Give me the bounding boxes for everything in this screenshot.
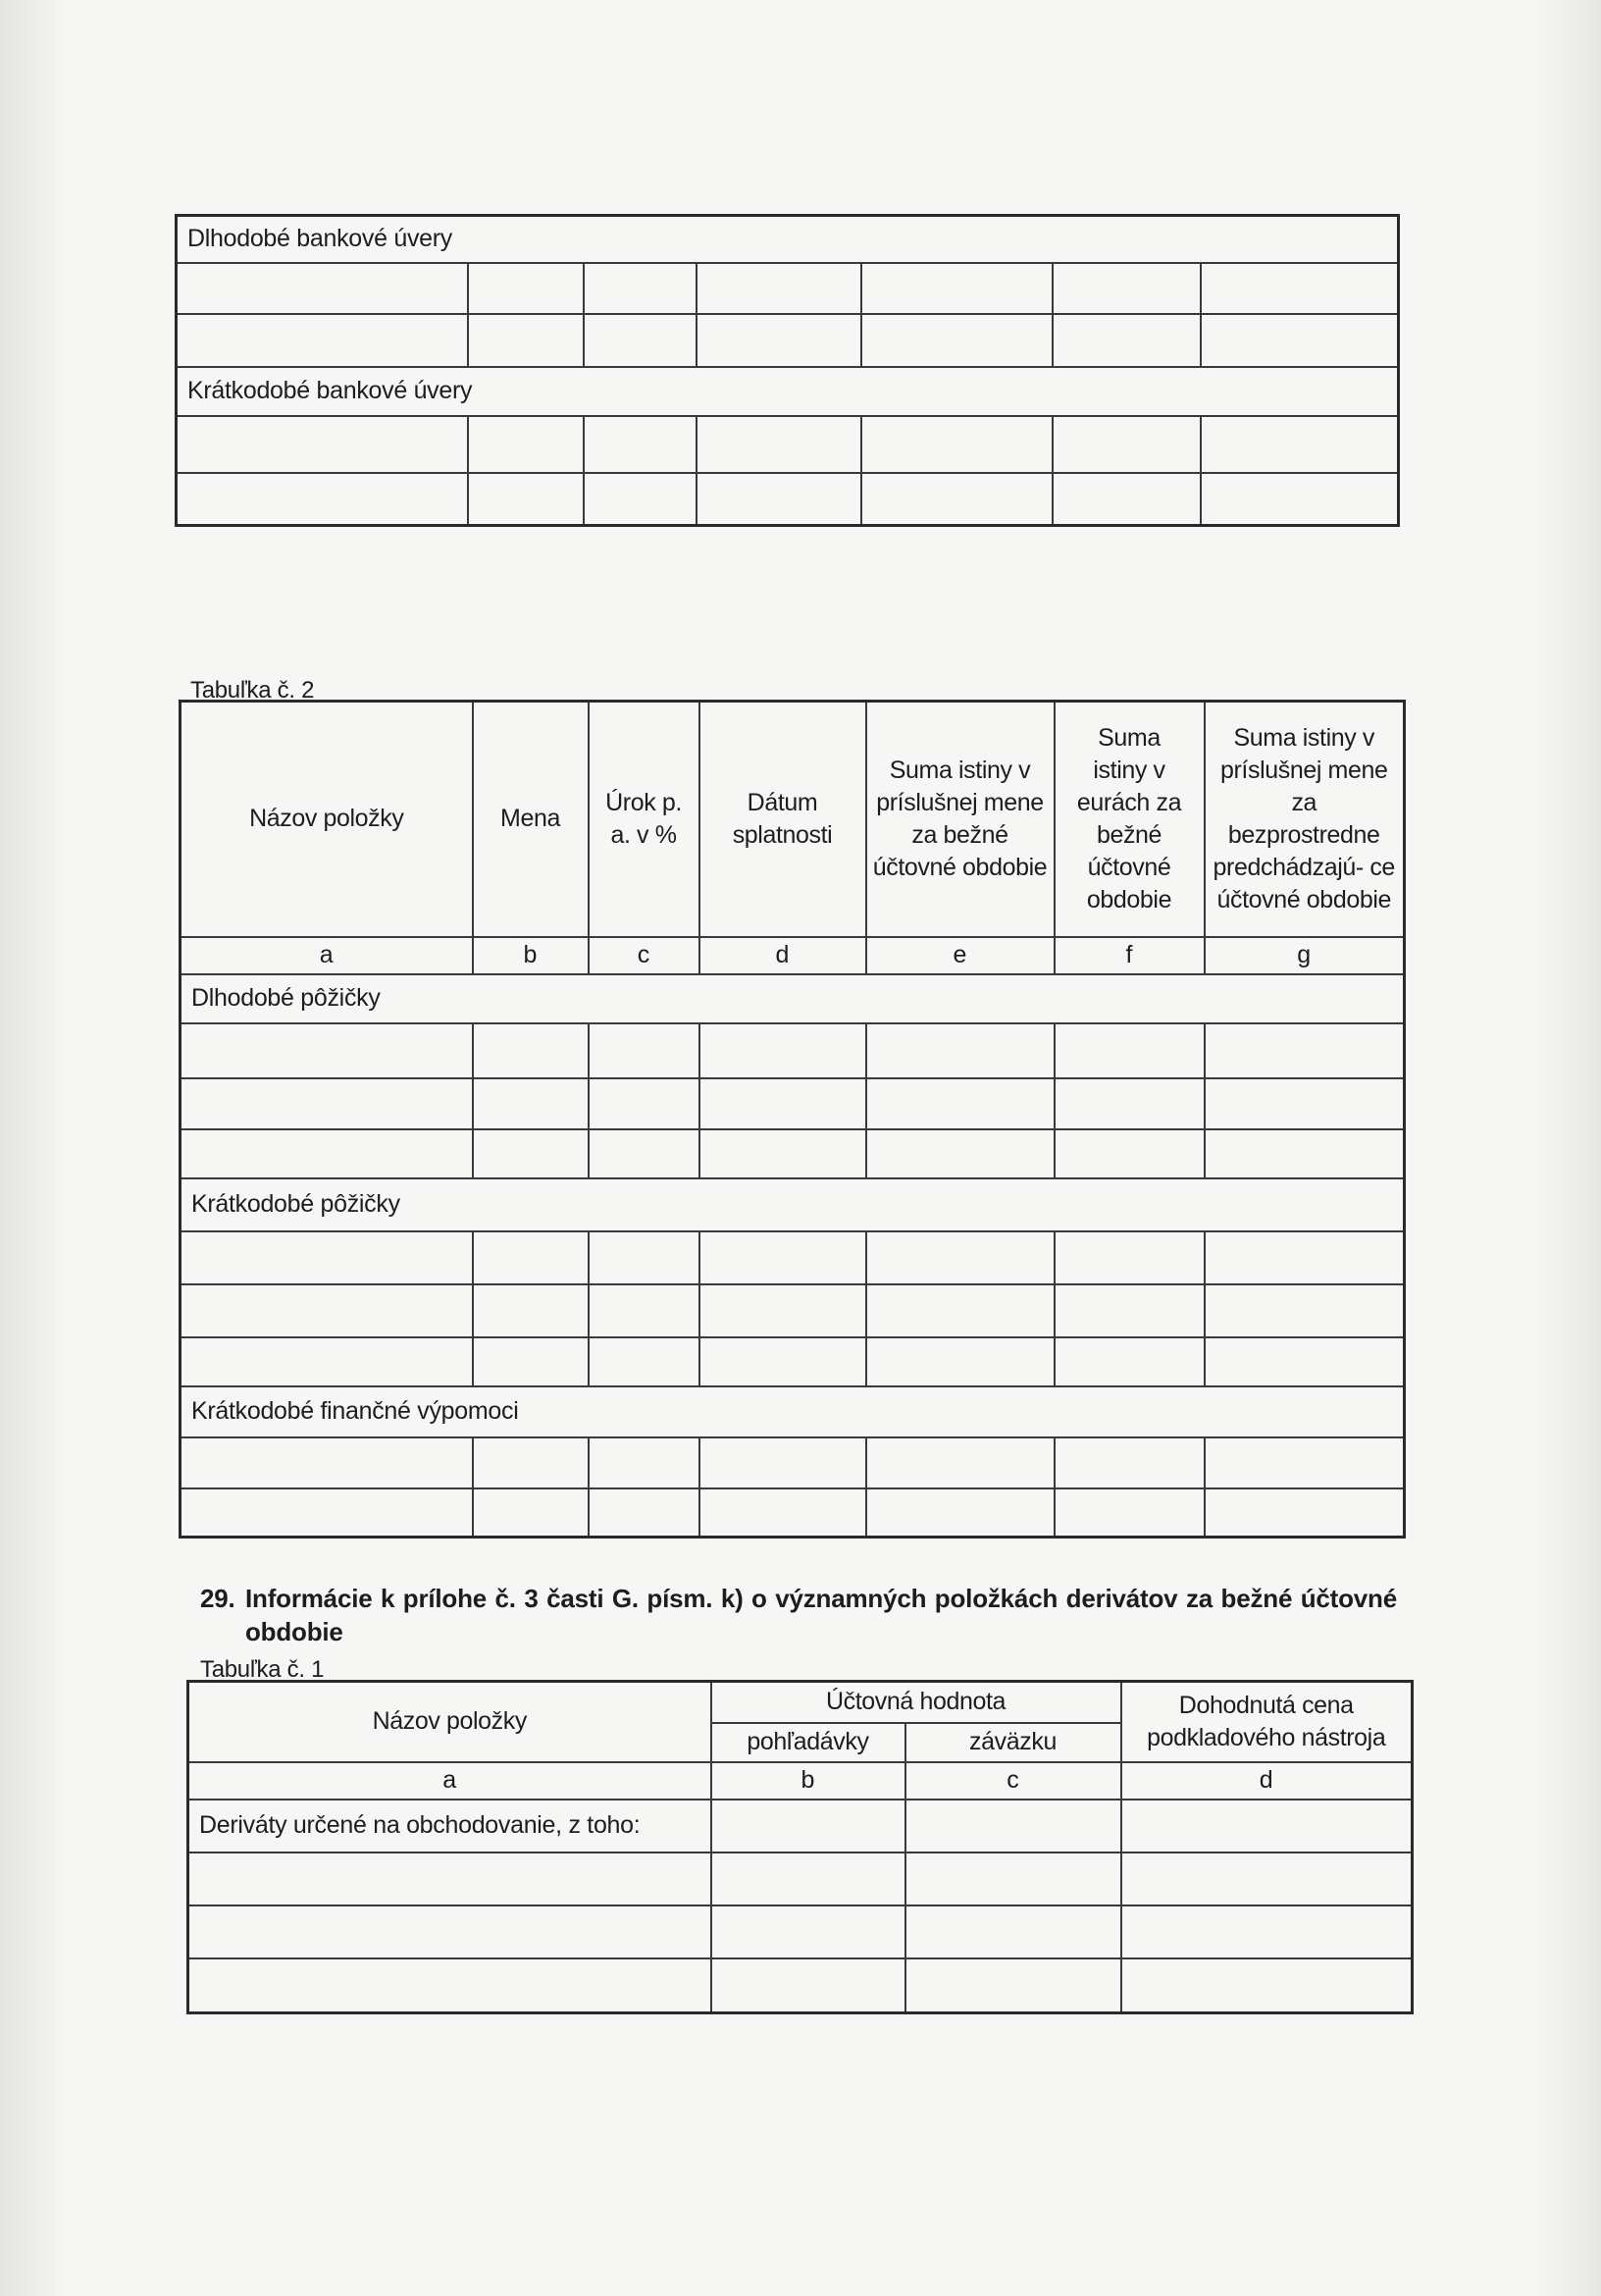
table-row	[181, 1129, 1405, 1178]
header-receivables: pohľadávky	[711, 1723, 905, 1762]
table-row	[188, 1852, 1413, 1905]
header-item-name: Názov položky	[188, 1682, 711, 1762]
column-letter: e	[866, 937, 1055, 974]
note-text: Informácie k prílohe č. 3 časti G. písm. k) o významných položkách derivátov za bežné účtovné obdobie	[245, 1584, 1397, 1646]
column-letter: c	[589, 937, 699, 974]
column-letter: f	[1055, 937, 1205, 974]
table-row	[181, 1337, 1405, 1386]
table2-caption: Tabuľka č. 2	[190, 677, 315, 704]
table1-caption: Tabuľka č. 1	[200, 1656, 325, 1683]
letter-row	[181, 937, 1405, 974]
table-row	[177, 263, 1399, 314]
header-maturity-date: Dátum splatnosti	[699, 702, 866, 937]
header-principal-eur-current: Suma istiny v eurách za bežné účtovné obdobie	[1055, 702, 1205, 937]
header-currency: Mena	[473, 702, 589, 937]
header-item-name: Názov položky	[181, 702, 473, 937]
table-row	[181, 1437, 1405, 1488]
loans-header-row	[181, 702, 1405, 937]
header-principal-currency-previous: Suma istiny v príslušnej mene za bezprostredne predchádzajú- ce účtovné obdobie	[1205, 702, 1405, 937]
header-interest-rate: Úrok p. a. v %	[589, 702, 699, 937]
table-row	[188, 1958, 1413, 2013]
table-row	[181, 1488, 1405, 1538]
table-row	[181, 1231, 1405, 1284]
row-trading-derivatives: Deriváty určené na obchodovanie, z toho:	[188, 1800, 711, 1852]
column-letter: d	[699, 937, 866, 974]
section-short-term-loans: Krátkodobé pôžičky	[181, 1178, 1405, 1231]
header-principal-currency-current: Suma istiny v príslušnej mene za bežné účtovné obdobie	[866, 702, 1055, 937]
table-row	[181, 1023, 1405, 1078]
derivatives-table	[186, 1680, 1414, 2014]
section-short-term-financial-aid: Krátkodobé finančné výpomoci	[181, 1386, 1405, 1437]
section-short-term-bank-loans: Krátkodobé bankové úvery	[177, 367, 1399, 416]
column-letter: a	[181, 937, 473, 974]
section-long-term-bank-loans: Dlhodobé bankové úvery	[177, 216, 1399, 263]
bank-loans-table	[175, 214, 1400, 527]
scan-edge-right	[1532, 0, 1601, 2296]
column-letter: g	[1205, 937, 1405, 974]
column-letter: a	[188, 1762, 711, 1800]
table-row	[177, 314, 1399, 367]
letter-row	[188, 1762, 1413, 1800]
table-row	[181, 1284, 1405, 1337]
column-letter: c	[905, 1762, 1121, 1800]
section-long-term-loans: Dlhodobé pôžičky	[181, 974, 1405, 1023]
table-row	[181, 1078, 1405, 1129]
table-row	[177, 473, 1399, 526]
scan-edge-left	[0, 0, 69, 2296]
column-letter: b	[473, 937, 589, 974]
column-letter: d	[1121, 1762, 1413, 1800]
header-agreed-price: Dohodnutá cena podkladového nástroja	[1121, 1682, 1413, 1762]
table-row	[177, 416, 1399, 473]
loans-table	[179, 700, 1406, 1539]
table-row	[188, 1905, 1413, 1958]
note-29	[200, 1582, 1397, 1648]
note-number: 29.	[200, 1584, 235, 1613]
header-book-value: Účtovná hodnota	[711, 1682, 1121, 1723]
table-row	[188, 1800, 1413, 1852]
header-payables: záväzku	[905, 1723, 1121, 1762]
column-letter: b	[711, 1762, 905, 1800]
